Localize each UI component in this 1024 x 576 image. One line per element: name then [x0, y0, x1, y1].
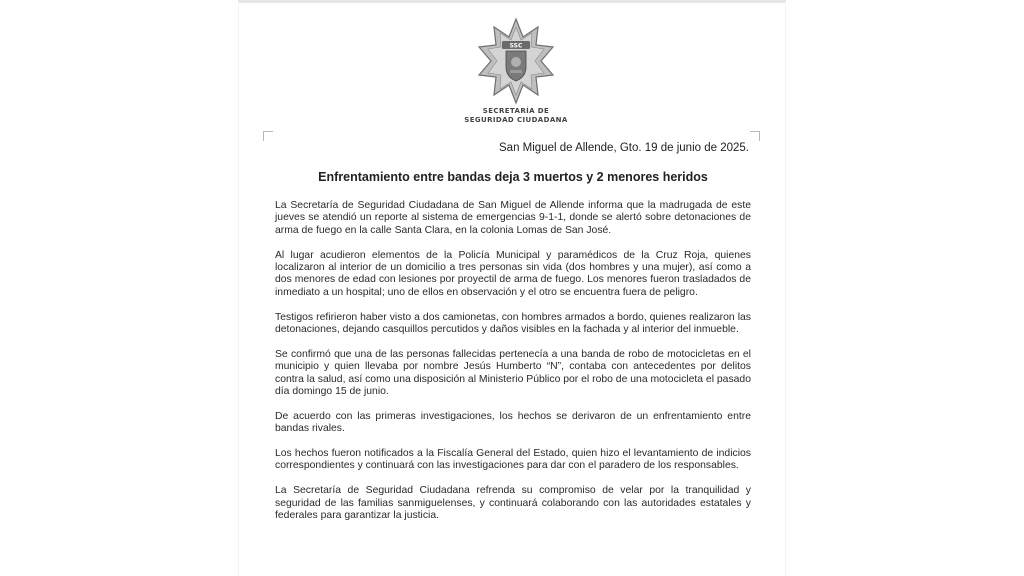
document-body: [275, 200, 751, 535]
institution-logo: [452, 17, 580, 127]
organization-name: [452, 107, 580, 125]
document-title: Enfrentamiento entre bandas deja 3 muertos y 2 menores heridos: [318, 170, 708, 184]
organization-name-line1: SECRETARÍA DE: [482, 107, 550, 115]
paragraph: La Secretaría de Seguridad Ciudadana de San Miguel de Allende informa que la madrugada de este jueves se atendió un reporte al sistema de emergencias 9-1-1, donde se alertó sobre detonaciones de arma de fuego en la calle Santa Clara, en la colonia Lomas de San José.: [275, 200, 751, 236]
paragraph: Los hechos fueron notificados a la Fiscalía General del Estado, quien hizo el levantamiento de indicios correspondientes y continuará con las investigaciones para dar con el paradero de los responsables.: [275, 448, 751, 472]
crop-mark-left: [263, 131, 273, 141]
badge-label: SSC: [509, 42, 523, 50]
paragraph: Testigos refirieron haber visto a dos camionetas, con hombres armados a bordo, quienes realizaron las detonaciones, dejando casquillos percutidos y daños visibles en la fachada y al interior del inmueble.: [275, 311, 751, 336]
police-star-badge-icon: [476, 17, 556, 105]
paragraph: La Secretaría de Seguridad Ciudadana refrenda su compromiso de velar por la tranquilidad y seguridad de las familias sanmiguelenses, y continuará colaborando con las autoridades estatales y federales para garantizar la justicia.: [275, 485, 751, 522]
paragraph: De acuerdo con las primeras investigaciones, los hechos se derivaron de un enfrentamiento entre bandas rivales.: [275, 410, 751, 435]
crop-mark-right: [750, 131, 760, 141]
document-page: [238, 0, 786, 576]
paragraph: Se confirmó que una de las personas fallecidas pertenecía a una banda de robo de motocicletas en el municipio y quien llevaba por nombre Jesús Humberto “N”, contaba con antecedentes por delitos contra la salud, así como una disposición al Ministerio Público por el robo de una motocicleta el pasado día domingo 15 de junio.: [275, 348, 751, 398]
organization-name-line2: SEGURIDAD CIUDADANA: [464, 116, 568, 124]
date-line: San Miguel de Allende, Gto. 19 de junio de 2025.: [499, 142, 749, 154]
paragraph: Al lugar acudieron elementos de la Policía Municipal y paramédicos de la Cruz Roja, quienes localizaron al interior de un domicilio a tres personas sin vida (dos hombres y una mujer), así como a dos menores de edad con lesiones por proyectil de arma de fuego. Los menores fueron trasladados de inmediato a un hospital; uno de ellos en observación y el otro se encuentra fuera de peligro.: [275, 249, 751, 298]
